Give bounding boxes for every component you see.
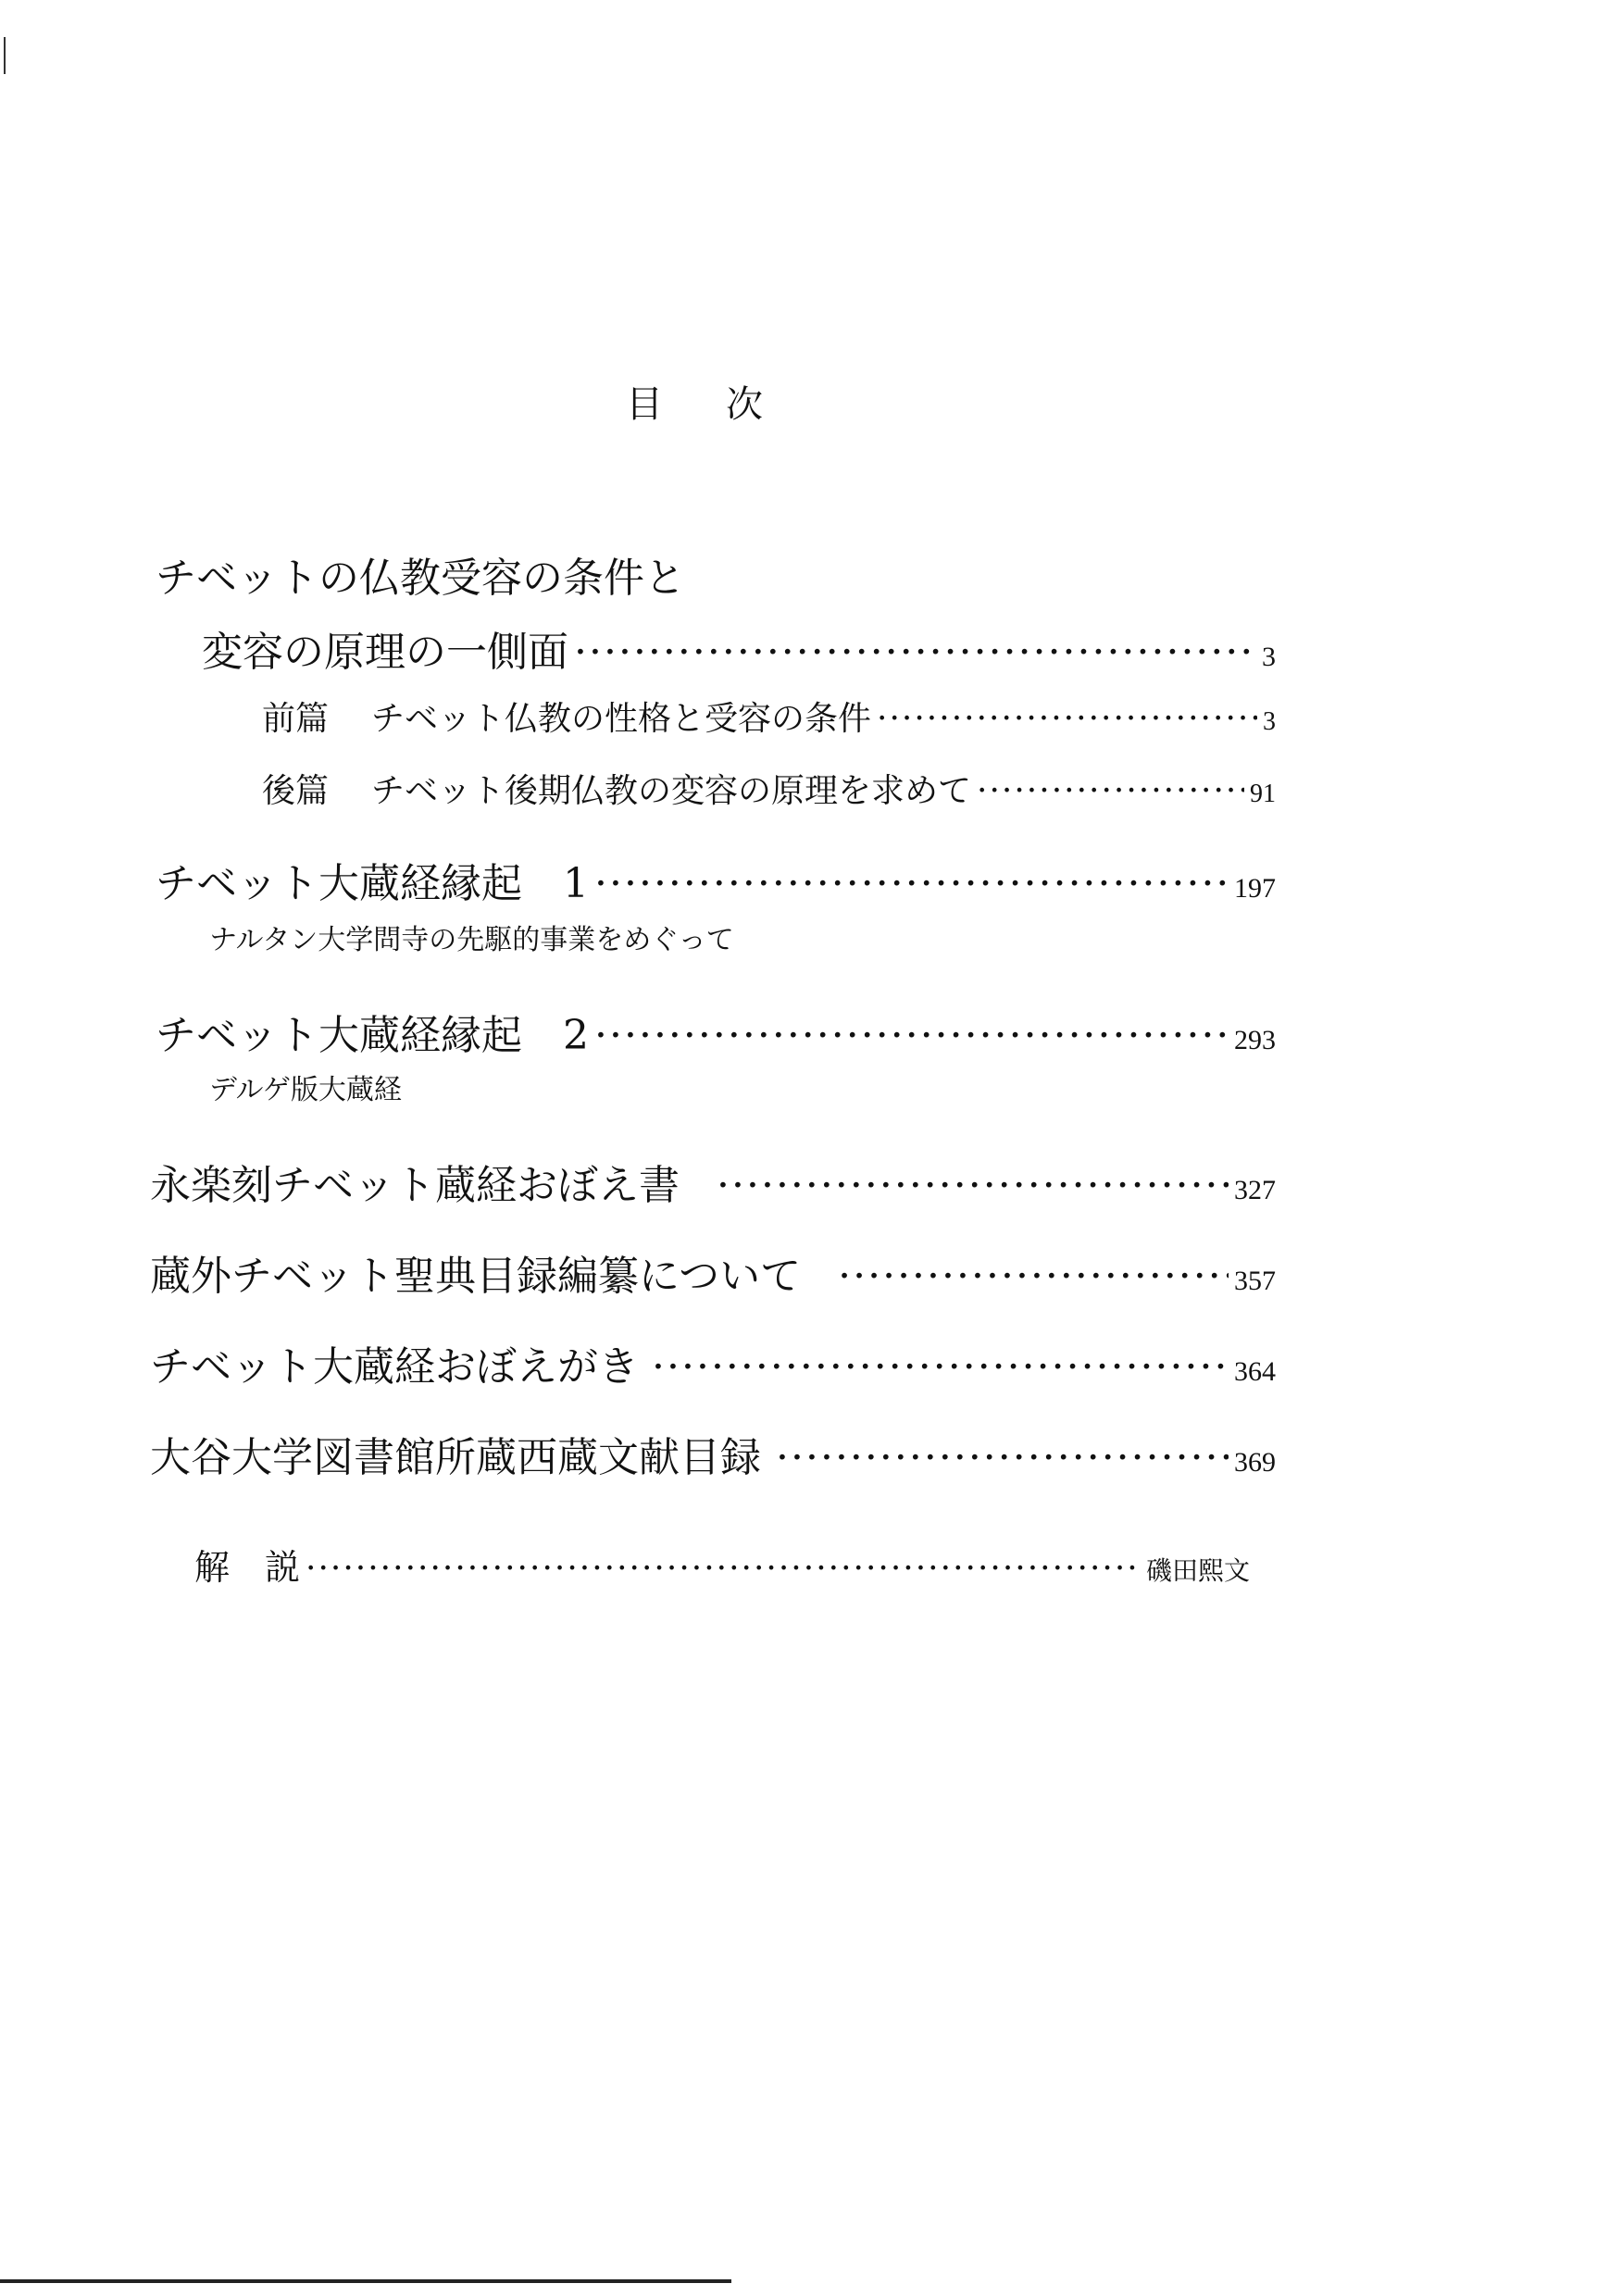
commentary-label: 解 説 (194, 1547, 301, 1588)
page-title: 目次 (626, 383, 826, 426)
toc-entry-7-page: 369 (1234, 1447, 1276, 1478)
toc-entry-2[interactable] (156, 850, 1276, 909)
toc-entry-5[interactable] (150, 1242, 1276, 1302)
toc-entry-2-page: 197 (1234, 873, 1276, 904)
part-prefix: 後篇 (262, 772, 330, 810)
dot-leader (877, 700, 1257, 738)
dot-leader (306, 1550, 1141, 1588)
dot-leader (652, 1343, 1229, 1391)
dot-leader (717, 1162, 1229, 1209)
part-page: 3 (1263, 707, 1276, 736)
dot-leader (838, 1253, 1229, 1300)
part-page: 91 (1250, 780, 1276, 808)
toc-entry-7[interactable] (150, 1424, 1276, 1483)
part-prefix: 前篇 (262, 700, 330, 738)
toc-entry-7-label: 大谷大学図書館所蔵西蔵文献目録 (150, 1434, 761, 1481)
toc-entry-2-label: チベット大蔵経縁起 1 (156, 860, 589, 907)
dot-leader (977, 772, 1244, 810)
commentary-author: 磯田熙文 (1145, 1557, 1250, 1586)
toc-entry-5-label: 蔵外チベット聖典目録編纂について (150, 1253, 802, 1300)
toc-entry-4-page: 327 (1234, 1175, 1276, 1205)
commentary-entry[interactable] (194, 1539, 1250, 1590)
bottom-rule (0, 2279, 731, 2283)
toc-entry-3-subtitle: デルゲ版大蔵経 (209, 1074, 402, 1106)
toc-entry-4[interactable] (150, 1152, 1276, 1211)
dot-leader (594, 860, 1229, 907)
toc-entry-3-label: チベット大蔵経縁起 2 (156, 1012, 589, 1059)
toc-entry-2-subtitle: ナルタン大学問寺の先駆的事業をめぐって (209, 924, 734, 956)
toc-entry-6-label: チベット大蔵経おぼえがき (150, 1343, 639, 1391)
toc-entry-1-part-1[interactable] (262, 693, 1276, 740)
toc-entry-6[interactable] (150, 1333, 1276, 1392)
scan-edge-mark (4, 37, 6, 74)
toc-entry-5-page: 357 (1234, 1266, 1276, 1296)
dot-leader (594, 1012, 1229, 1059)
part-label: チベット後期仏教の変容の原理を求めて (371, 772, 972, 810)
part-label: チベット仏教の性格と受容の条件 (371, 700, 872, 738)
toc-entry-1-label: 変容の原理の一側面 (202, 629, 568, 676)
dot-leader (776, 1434, 1229, 1481)
toc-entry-4-label: 永楽刻チベット蔵経おぼえ書 (150, 1162, 680, 1209)
toc-entry-1-part-2[interactable] (262, 765, 1276, 812)
toc-entry-3-page: 293 (1234, 1025, 1276, 1055)
toc-entry-6-page: 364 (1234, 1356, 1276, 1387)
toc-entry-1-line1: チベットの仏教受容の条件と (156, 555, 685, 602)
toc-entry-3[interactable] (156, 1002, 1276, 1061)
toc-entry-1-page: 3 (1262, 642, 1276, 672)
dot-leader (574, 629, 1256, 676)
toc-entry-1[interactable] (202, 618, 1276, 678)
